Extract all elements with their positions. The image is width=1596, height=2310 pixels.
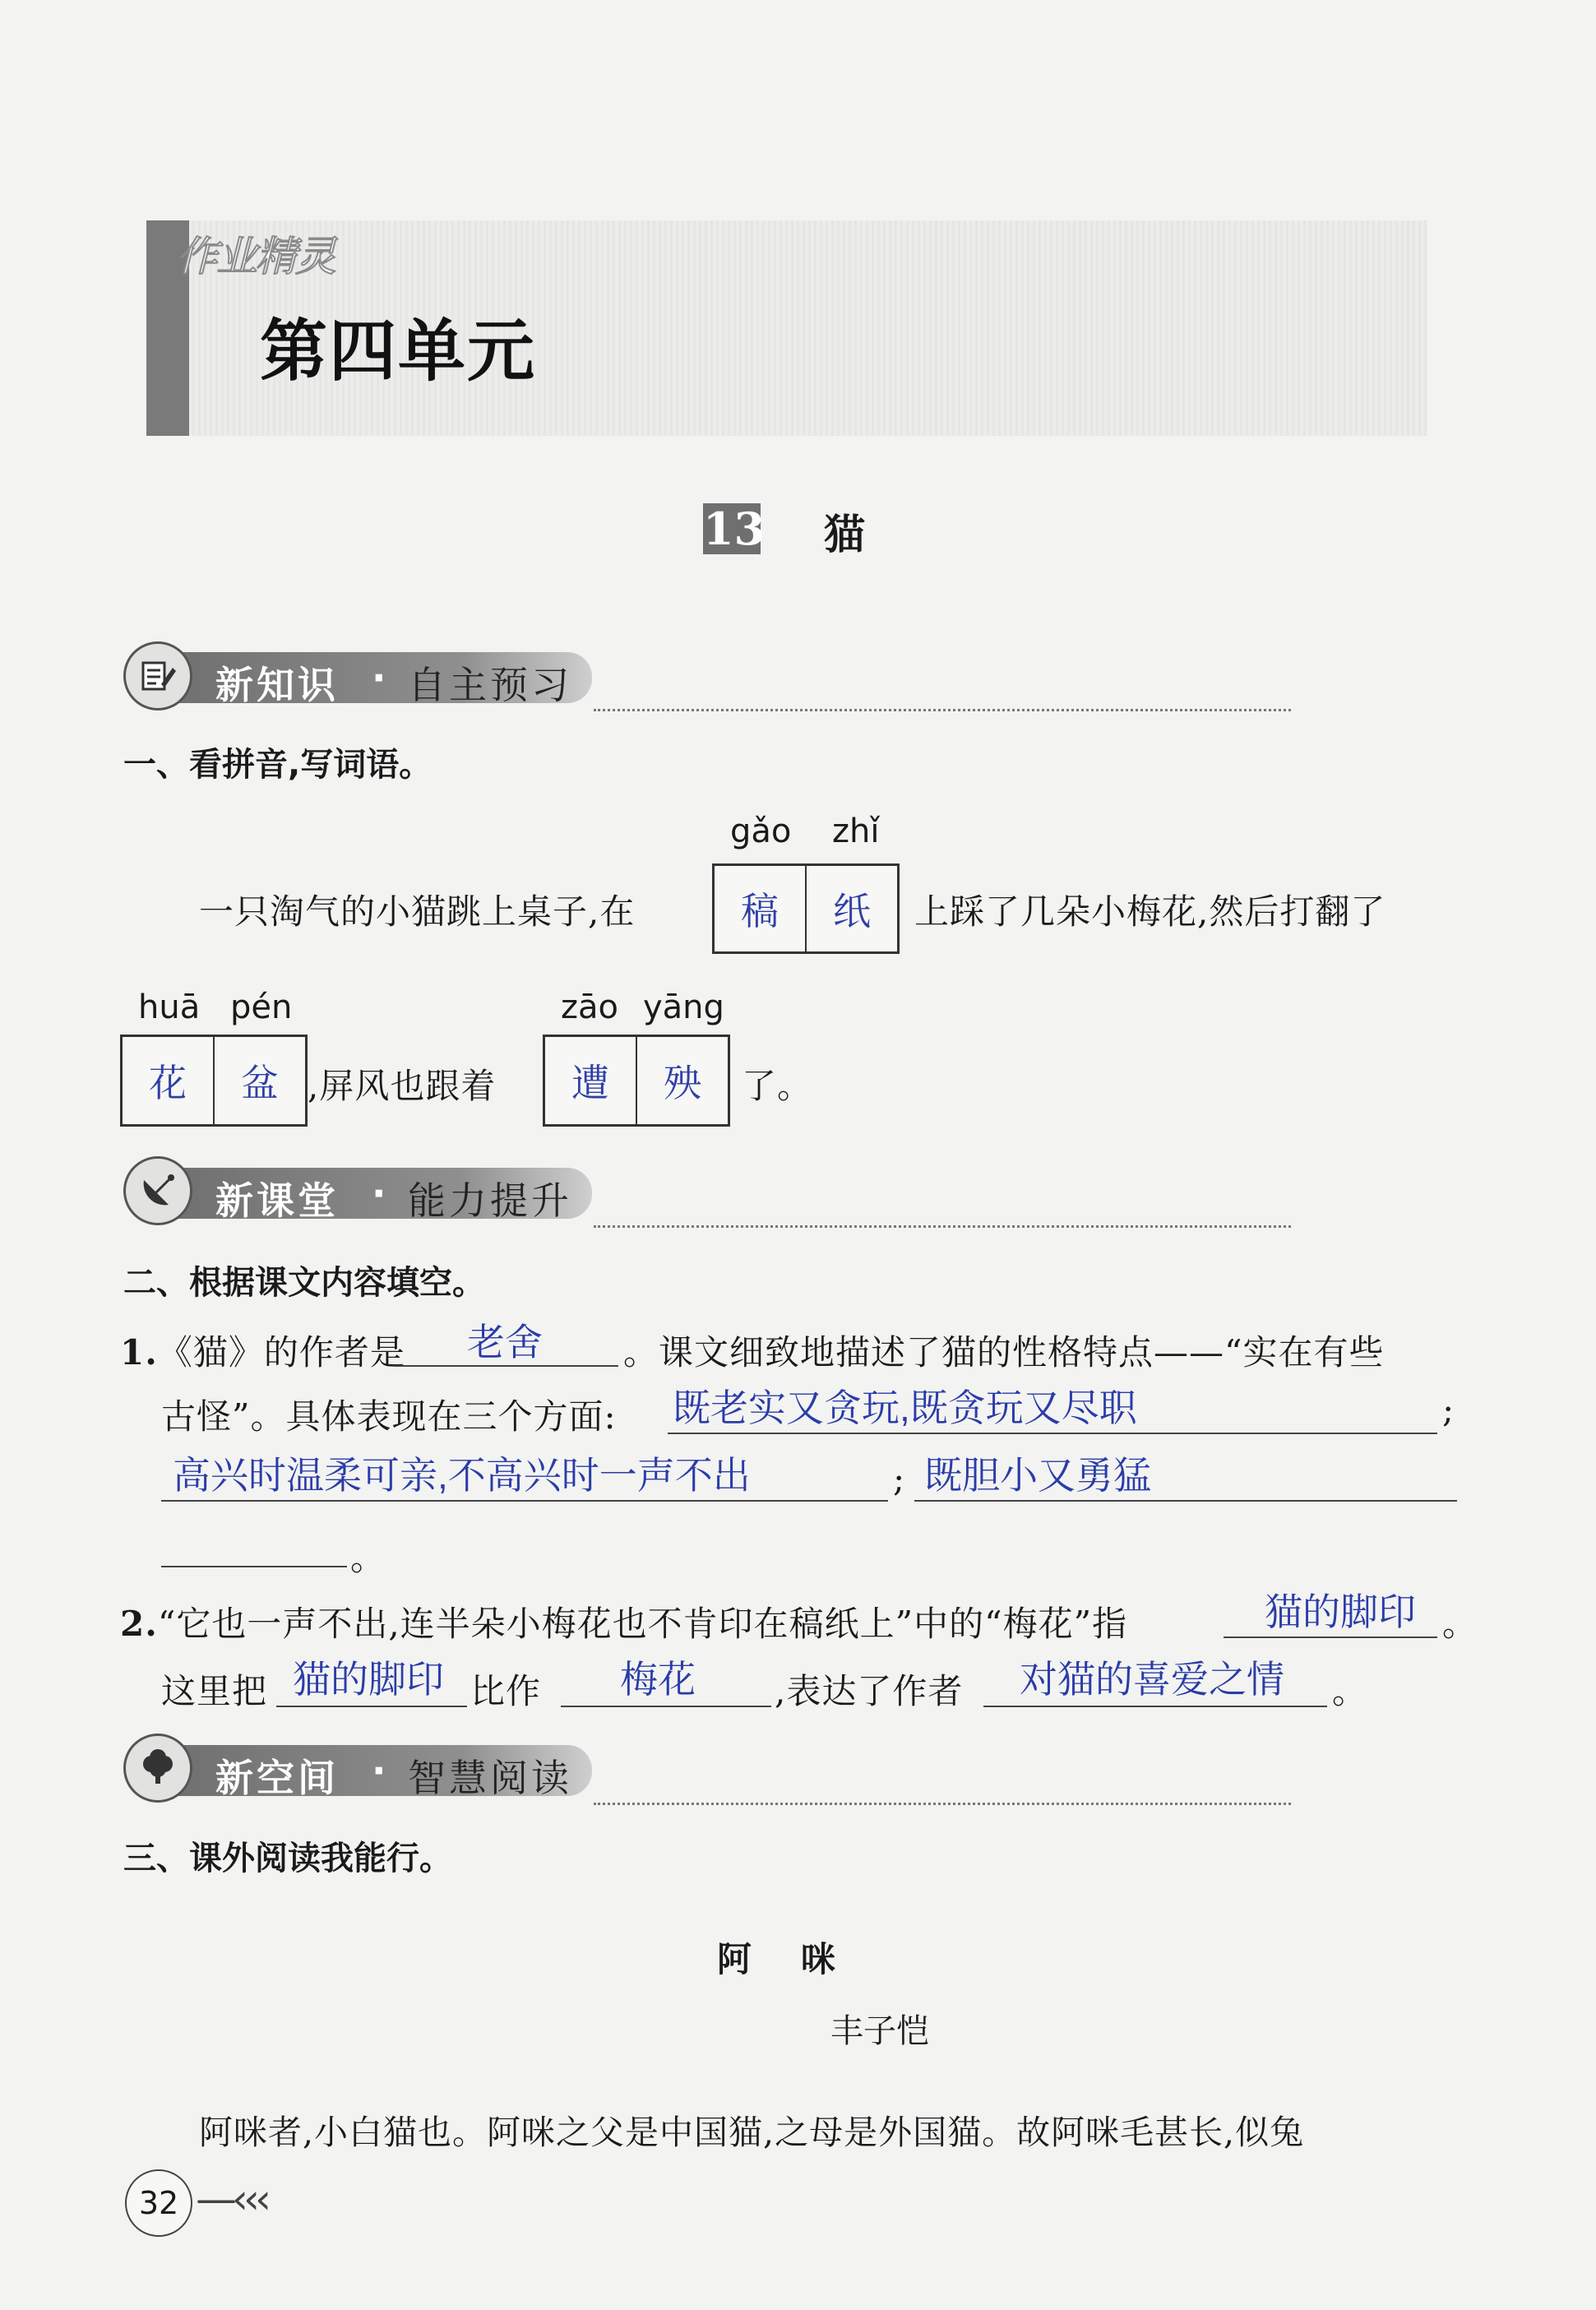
section-divider <box>594 709 1291 711</box>
pencil-note-icon <box>123 641 192 711</box>
handwritten-answer: 既胆小又勇猛 <box>924 1454 1151 1497</box>
item-text-part: 比作 <box>470 1671 542 1711</box>
punctuation: 。 <box>1442 1604 1478 1644</box>
answer-char: 稿 <box>741 890 779 933</box>
item-text <box>120 1597 1127 1646</box>
section-divider <box>594 1225 1291 1228</box>
item-text-part: 这里把 <box>161 1671 268 1711</box>
section-title-dot: · <box>372 655 390 700</box>
sentence-text: 一只淘气的小猫跳上桌子,在 <box>199 891 636 932</box>
answer-char: 纸 <box>805 866 897 951</box>
handwritten-answer: 猫的脚印 <box>293 1658 444 1701</box>
sentence-text: ,屏风也跟着 <box>308 1066 497 1106</box>
tree-icon <box>123 1734 192 1803</box>
answer-blank[interactable] <box>161 1500 888 1502</box>
answer-box[interactable] <box>712 863 900 954</box>
item-text <box>120 1326 405 1375</box>
section-title-dot: · <box>372 1748 390 1793</box>
page-number: 32 <box>125 2169 192 2237</box>
lesson-number: 13 <box>703 502 766 555</box>
pinyin: pén <box>230 988 293 1026</box>
answer-blank[interactable] <box>276 1706 467 1707</box>
answer-blank[interactable] <box>1224 1636 1437 1638</box>
section-divider <box>594 1803 1291 1805</box>
answer-char: 花 <box>149 1062 187 1104</box>
handwritten-answer: 高兴时温柔可亲,不高兴时一声不出 <box>173 1454 751 1497</box>
watermark-logo: 作业精灵 <box>177 233 335 280</box>
reading-title: 阿咪 <box>717 1939 886 1979</box>
answer-char: 盆 <box>213 1037 305 1124</box>
section-title-main: 新空间 <box>215 1756 339 1800</box>
sentence-text: 上踩了几朵小梅花,然后打翻了 <box>914 891 1386 932</box>
sentence-text: 了。 <box>742 1066 813 1106</box>
answer-blank[interactable] <box>983 1706 1327 1707</box>
handwritten-answer: 梅花 <box>620 1658 696 1701</box>
answer-box[interactable] <box>120 1035 308 1127</box>
section-title-main: 新课堂 <box>215 1178 339 1223</box>
answer-char: 殃 <box>636 1037 728 1124</box>
reading-author: 丰子恺 <box>830 2012 929 2050</box>
answer-char: 遭 <box>571 1062 609 1104</box>
answer-box[interactable] <box>543 1035 730 1127</box>
section-title-sub: 能力提升 <box>408 1178 572 1223</box>
pinyin: yāng <box>643 988 724 1026</box>
chevron-left-decoration-icon: —‹‹‹ <box>196 2175 266 2223</box>
punctuation: ; <box>893 1459 906 1499</box>
item-text-part: 古怪”。具体表现在三个方面: <box>161 1396 617 1437</box>
question-heading: 一、看拼音,写词语。 <box>123 746 433 784</box>
handwritten-answer: 猫的脚印 <box>1265 1590 1416 1633</box>
item-text-part: 。课文细致地描述了猫的性格特点——“实在有些 <box>623 1332 1385 1373</box>
unit-title: 第四单元 <box>260 312 537 391</box>
question-heading: 二、根据课文内容填空。 <box>123 1264 485 1302</box>
pinyin: huā <box>138 988 201 1026</box>
handwritten-answer: 对猫的喜爱之情 <box>1020 1658 1284 1701</box>
satellite-dish-icon <box>123 1156 192 1225</box>
handwritten-answer: 老舍 <box>467 1321 543 1363</box>
section-title-main: 新知识 <box>215 663 339 707</box>
section-title-dot: · <box>372 1171 390 1215</box>
pinyin: gǎo <box>730 812 792 850</box>
handwritten-answer: 既老实又贪玩,既贪玩又尽职 <box>673 1386 1137 1429</box>
item-text-part: ,表达了作者 <box>775 1671 964 1711</box>
item-text-part: 《猫》的作者是 <box>157 1332 405 1373</box>
answer-blank[interactable] <box>561 1706 771 1707</box>
punctuation: 。 <box>350 1538 386 1578</box>
punctuation: 。 <box>1332 1671 1368 1711</box>
item-text-part: “它也一声不出,连半朵小梅花也不肯印在稿纸上”中的“梅花”指 <box>157 1604 1128 1644</box>
item-number: 1. <box>120 1332 158 1373</box>
pinyin: zāo <box>561 988 618 1026</box>
section-title-sub: 自主预习 <box>408 663 572 707</box>
section-title-sub: 智慧阅读 <box>408 1756 572 1800</box>
lesson-title: 猫 <box>824 510 865 558</box>
pinyin: zhǐ <box>832 812 880 850</box>
answer-blank[interactable] <box>914 1500 1457 1502</box>
item-number: 2. <box>120 1604 158 1644</box>
reading-paragraph: 阿咪者,小白猫也。阿咪之父是中国猫,之母是外国猫。故阿咪毛甚长,似兔 <box>199 2113 1305 2152</box>
answer-blank[interactable] <box>161 1566 347 1567</box>
question-heading: 三、课外阅读我能行。 <box>123 1840 452 1877</box>
answer-blank[interactable] <box>668 1433 1437 1434</box>
punctuation: ; <box>1442 1390 1455 1430</box>
